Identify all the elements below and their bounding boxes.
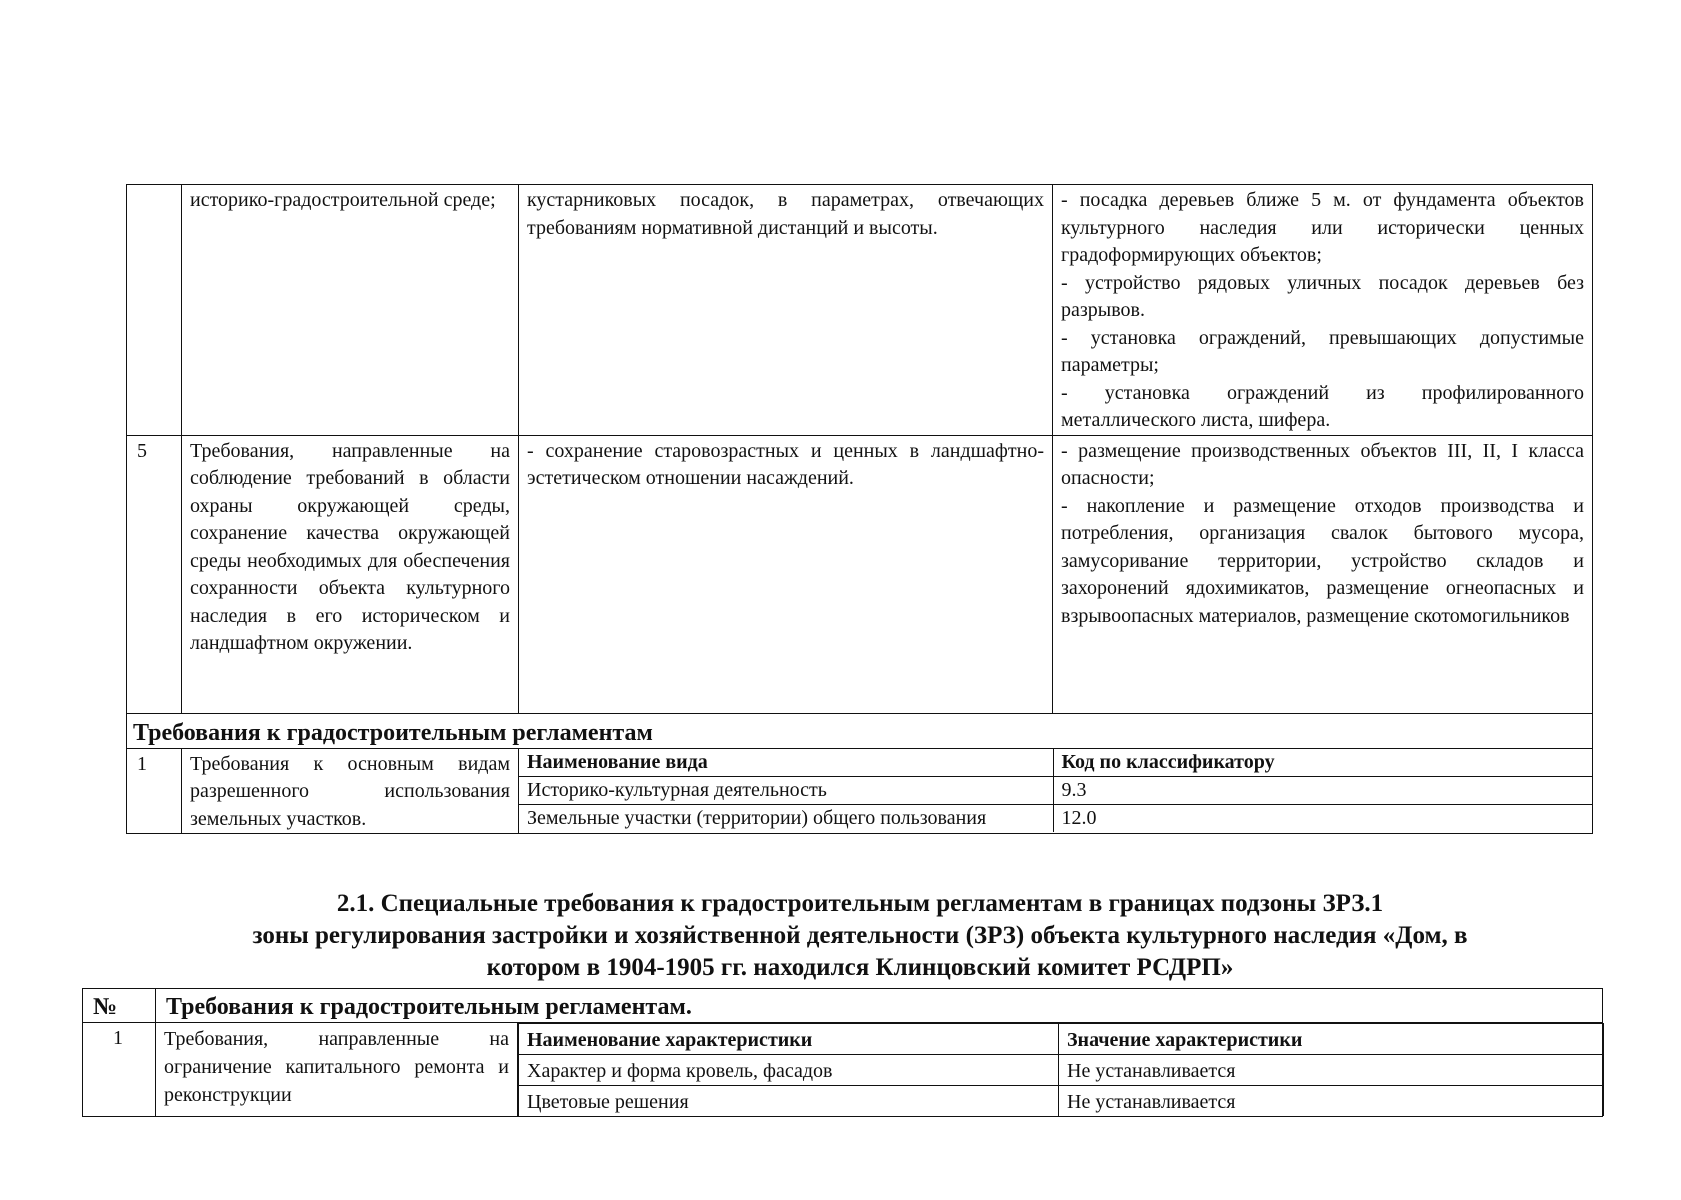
heading-line: зоны регулирования застройки и хозяйственной деятельности (ЗРЗ) объекта культурного наследия «Дом, в bbox=[252, 922, 1468, 949]
list-item: - посадка деревьев ближе 5 м. от фундамента объектов культурного наследия или исторически ценных градоформирующих объектов; bbox=[1061, 189, 1584, 266]
special-requirements-table bbox=[82, 988, 1603, 1117]
section-title: Требования к градостроительным регламентам bbox=[127, 713, 1593, 748]
section-row bbox=[127, 713, 1593, 748]
column-header: Значение характеристики bbox=[1059, 1024, 1604, 1055]
requirement-cell: Требования, направленные на соблюдение требований в области охраны окружающей среды, сохранение качества окружающей среды необходимых для обеспечения сохранности объекта культурного наследия в его историческом и ландшафтном окружении. bbox=[182, 435, 519, 713]
column-header: Наименование характеристики bbox=[519, 1024, 1059, 1055]
table-row bbox=[127, 748, 1593, 834]
characteristic-value: Не устанавливается bbox=[1059, 1086, 1604, 1117]
column-header: Наименование вида bbox=[519, 749, 1053, 777]
characteristics-sub-table bbox=[518, 1023, 1604, 1116]
heading-line: котором в 1904-1905 гг. находился Клинцовский комитет РСДРП» bbox=[486, 954, 1234, 981]
sub-table-row bbox=[519, 776, 1593, 804]
type-code: 9.3 bbox=[1053, 776, 1593, 804]
sub-table-cell bbox=[519, 748, 1593, 834]
sub-table-row bbox=[519, 1055, 1604, 1086]
section-heading bbox=[120, 888, 1600, 984]
type-code: 12.0 bbox=[1061, 806, 1097, 829]
number-header: № bbox=[83, 989, 156, 1023]
sub-table-cell bbox=[518, 1023, 1603, 1117]
heading-line: 2.1. Специальные требования к градостроительным регламентам в границах подзоны ЗРЗ.1 bbox=[336, 890, 1384, 917]
table-header bbox=[83, 989, 1603, 1023]
characteristic-name: Характер и форма кровель, фасадов bbox=[519, 1055, 1059, 1086]
list-item: - установка ограждений из профилированного металлического листа, шифера. bbox=[1061, 381, 1584, 431]
column-header: Код по классификатору bbox=[1053, 749, 1593, 777]
prohibited-cell bbox=[1053, 435, 1593, 713]
requirement-cell: Требования, направленные на ограничение капитального ремонта и реконструкции bbox=[156, 1023, 518, 1117]
type-name: Земельные участки (территории) общего пользования bbox=[519, 804, 1053, 832]
table-row bbox=[127, 185, 1593, 436]
characteristic-name: Цветовые решения bbox=[519, 1086, 1059, 1117]
row-number bbox=[127, 185, 182, 436]
sub-table-row bbox=[519, 1086, 1604, 1117]
header-title: Требования к градостроительным регламентам. bbox=[156, 989, 1603, 1023]
land-use-sub-table bbox=[519, 749, 1593, 832]
characteristic-value: Не устанавливается bbox=[1059, 1055, 1604, 1086]
row-number: 1 bbox=[83, 1023, 156, 1117]
prohibited-cell bbox=[1053, 185, 1593, 436]
allowed-cell: кустарниковых посадок, в параметрах, отвечающих требованиям нормативной дистанций и высоты. bbox=[519, 185, 1053, 436]
list-item: - установка ограждений, превышающих допустимые параметры; bbox=[1061, 326, 1584, 376]
list-item: - накопление и размещение отходов производства и потребления, организация свалок бытового мусора, замусоривание территории, устройство складов и захоронений ядохимикатов, размещение огнеопасных и взрывоопасных материалов, размещение скотомогильников bbox=[1061, 494, 1584, 627]
type-name: Историко-культурная деятельность bbox=[519, 776, 1053, 804]
table-row bbox=[83, 1023, 1603, 1117]
allowed-cell: - сохранение старовозрастных и ценных в ландшафтно-эстетическом отношении насаждений. bbox=[519, 435, 1053, 713]
row-number: 1 bbox=[127, 748, 182, 834]
requirement-cell: историко-градостроительной среде; bbox=[182, 185, 519, 436]
sub-table-row bbox=[519, 804, 1593, 832]
table-row bbox=[127, 435, 1593, 713]
requirements-table bbox=[126, 184, 1593, 834]
row-number: 5 bbox=[127, 435, 182, 713]
requirement-cell: Требования к основным видам разрешенного использования земельных участков. bbox=[182, 748, 519, 834]
sub-table-header bbox=[519, 1024, 1604, 1055]
list-item: - устройство рядовых уличных посадок деревьев без разрывов. bbox=[1061, 271, 1584, 321]
sub-table-header bbox=[519, 749, 1593, 777]
list-item: - размещение производственных объектов III, II, I класса опасности; bbox=[1061, 439, 1584, 489]
